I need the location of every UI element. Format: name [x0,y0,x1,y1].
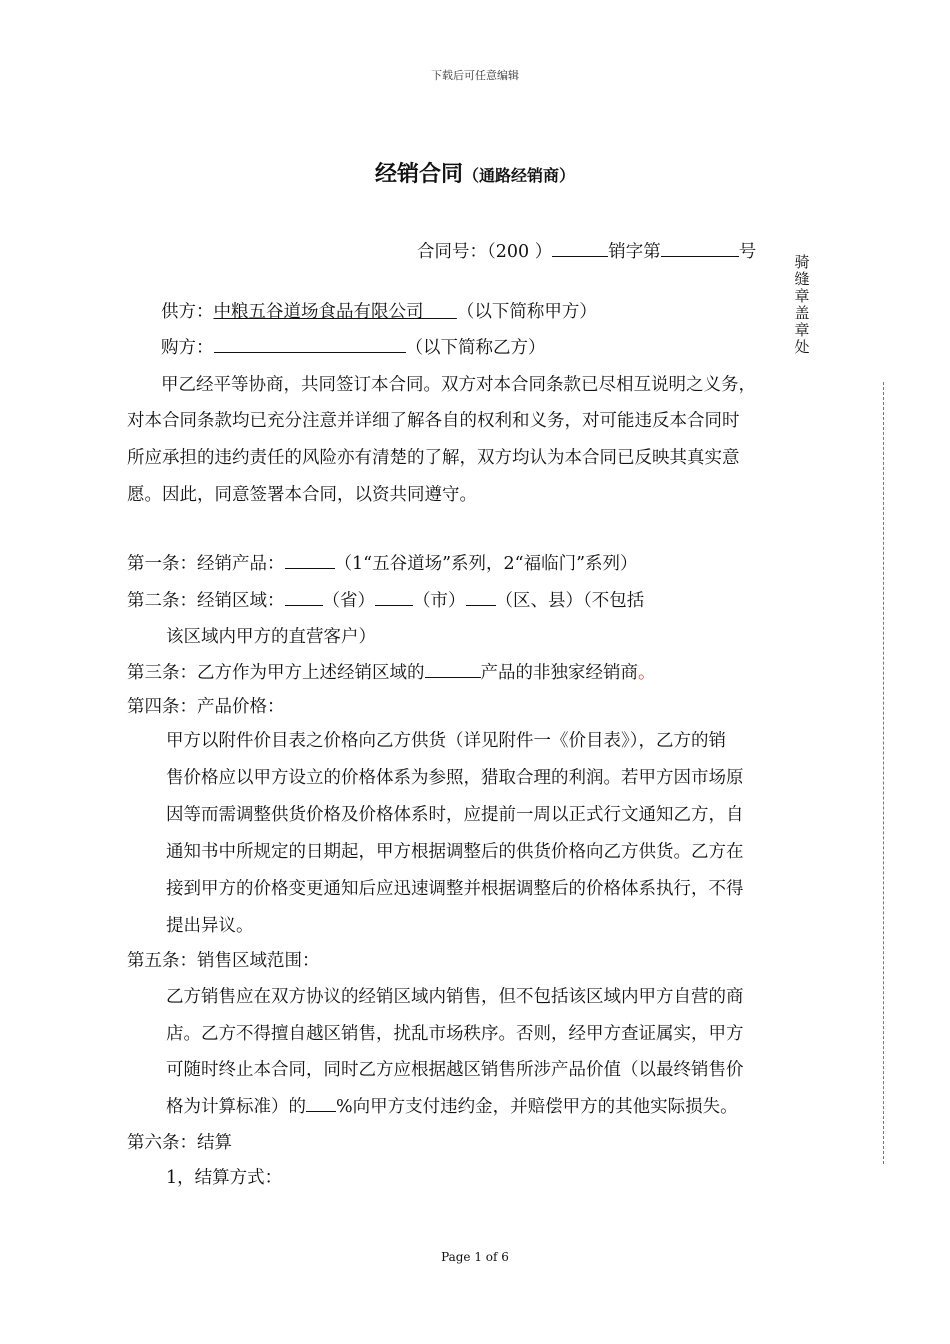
article-1-blank[interactable] [285,551,335,569]
seam-dashed-line [883,382,884,1164]
article-3 [127,659,656,684]
buyer-suffix: （以下简称乙方） [405,338,546,358]
title-sub: （通路经销商） [463,166,576,185]
article-4-line: 因等而需调整供货价格及价格体系时，应提前一周以正式行文通知乙方，自 [166,805,744,825]
buyer-line [161,334,546,359]
supplier-suffix: （以下简称甲方） [456,302,597,322]
supplier-line [161,298,597,323]
contract-number-label: 合同号：（200 ） [417,242,553,262]
article-4-label: 第四条：产品价格： [127,697,285,717]
article-2-city-blank[interactable] [375,588,413,606]
intro-line: 甲乙经平等协商，共同签订本合同。双方对本合同条款已尽相互说明之义务， [161,375,756,395]
article-6-item-1: 1，结算方式： [166,1168,283,1188]
seam-stamp-note: 骑缝章盖章处 [794,253,810,356]
article-4-line: 售价格应以甲方设立的价格体系为参照，猎取合理的利润。若甲方因市场原 [166,768,744,788]
buyer-name-blank[interactable] [214,335,406,353]
article-1 [127,550,638,575]
article-3-blank[interactable] [425,660,481,678]
article-5-line: 店。乙方不得擅自越区销售，扰乱市场秩序。否则，经甲方查证属实，甲方 [166,1024,744,1044]
article-2-label: 第二条：经销区域： [127,591,285,611]
contract-number-end: 号 [738,242,757,262]
article-2-province: （省） [322,591,375,611]
article-5-line: 乙方销售应在双方协议的经销区域内销售，但不包括该区域内甲方自营的商 [166,987,744,1007]
article-5-line: 可随时终止本合同，同时乙方应根据越区销售所涉产品价值（以最终销售价 [166,1060,744,1080]
article-2-district: （区、县）（不包括 [495,591,645,611]
article-2 [127,587,644,612]
article-4-line: 提出异议。 [166,916,254,936]
article-1-suffix: （1“五谷道场”系列，2“福临门”系列） [334,554,638,574]
article-2-continued: 该区域内甲方的直营客户） [166,627,376,647]
page-header: 下载后可任意编辑 [431,69,519,82]
article-5-last-prefix: 格为计算标准）的 [166,1097,306,1117]
article-3-prefix: 第三条：乙方作为甲方上述经销区域的 [127,663,425,683]
article-6-label: 第六条：结算 [127,1133,232,1153]
article-3-suffix: 产品的非独家经销商 [480,663,638,683]
article-4-line: 接到甲方的价格变更通知后应迅速调整并根据调整后的价格体系执行，不得 [166,879,744,899]
supplier-label: 供方： [161,302,214,322]
article-5-label: 第五条：销售区域范围： [127,951,320,971]
page-number: Page 1 of 6 [441,1250,509,1264]
article-2-city: （市） [413,591,466,611]
contract-number [417,238,756,263]
contract-number-blank-1[interactable] [552,239,608,257]
article-5-line [166,1093,738,1118]
title-main: 经销合同 [374,162,463,187]
article-1-label: 第一条：经销产品： [127,554,285,574]
article-4-line: 通知书中所规定的日期起，甲方根据调整后的供货价格向乙方供货。乙方在 [166,842,744,862]
intro-line: 愿。因此，同意签署本合同，以资共同遵守。 [127,485,477,505]
buyer-label: 购方： [161,338,214,358]
article-5-last-suffix: %向甲方支付违约金，并赔偿甲方的其他实际损失。 [336,1097,738,1117]
article-4-line: 甲方以附件价目表之价格向乙方供货（详见附件一《价目表》），乙方的销 [166,731,726,751]
intro-line: 对本合同条款均已充分注意并详细了解各自的权利和义务，对可能违反本合同时 [127,411,740,431]
contract-number-mid: 销字第 [608,242,661,262]
article-2-district-blank[interactable] [466,588,496,606]
article-5-percent-blank[interactable] [306,1094,336,1112]
article-2-province-blank[interactable] [285,588,323,606]
contract-number-blank-2[interactable] [661,239,739,257]
intro-line: 所应承担的违约责任的风险亦有清楚的了解，双方均认为本合同已反映其真实意 [127,448,740,468]
supplier-name: 中粮五谷道场食品有限公司 [213,302,424,322]
article-3-end: 。 [638,663,656,683]
document-title [0,157,950,188]
